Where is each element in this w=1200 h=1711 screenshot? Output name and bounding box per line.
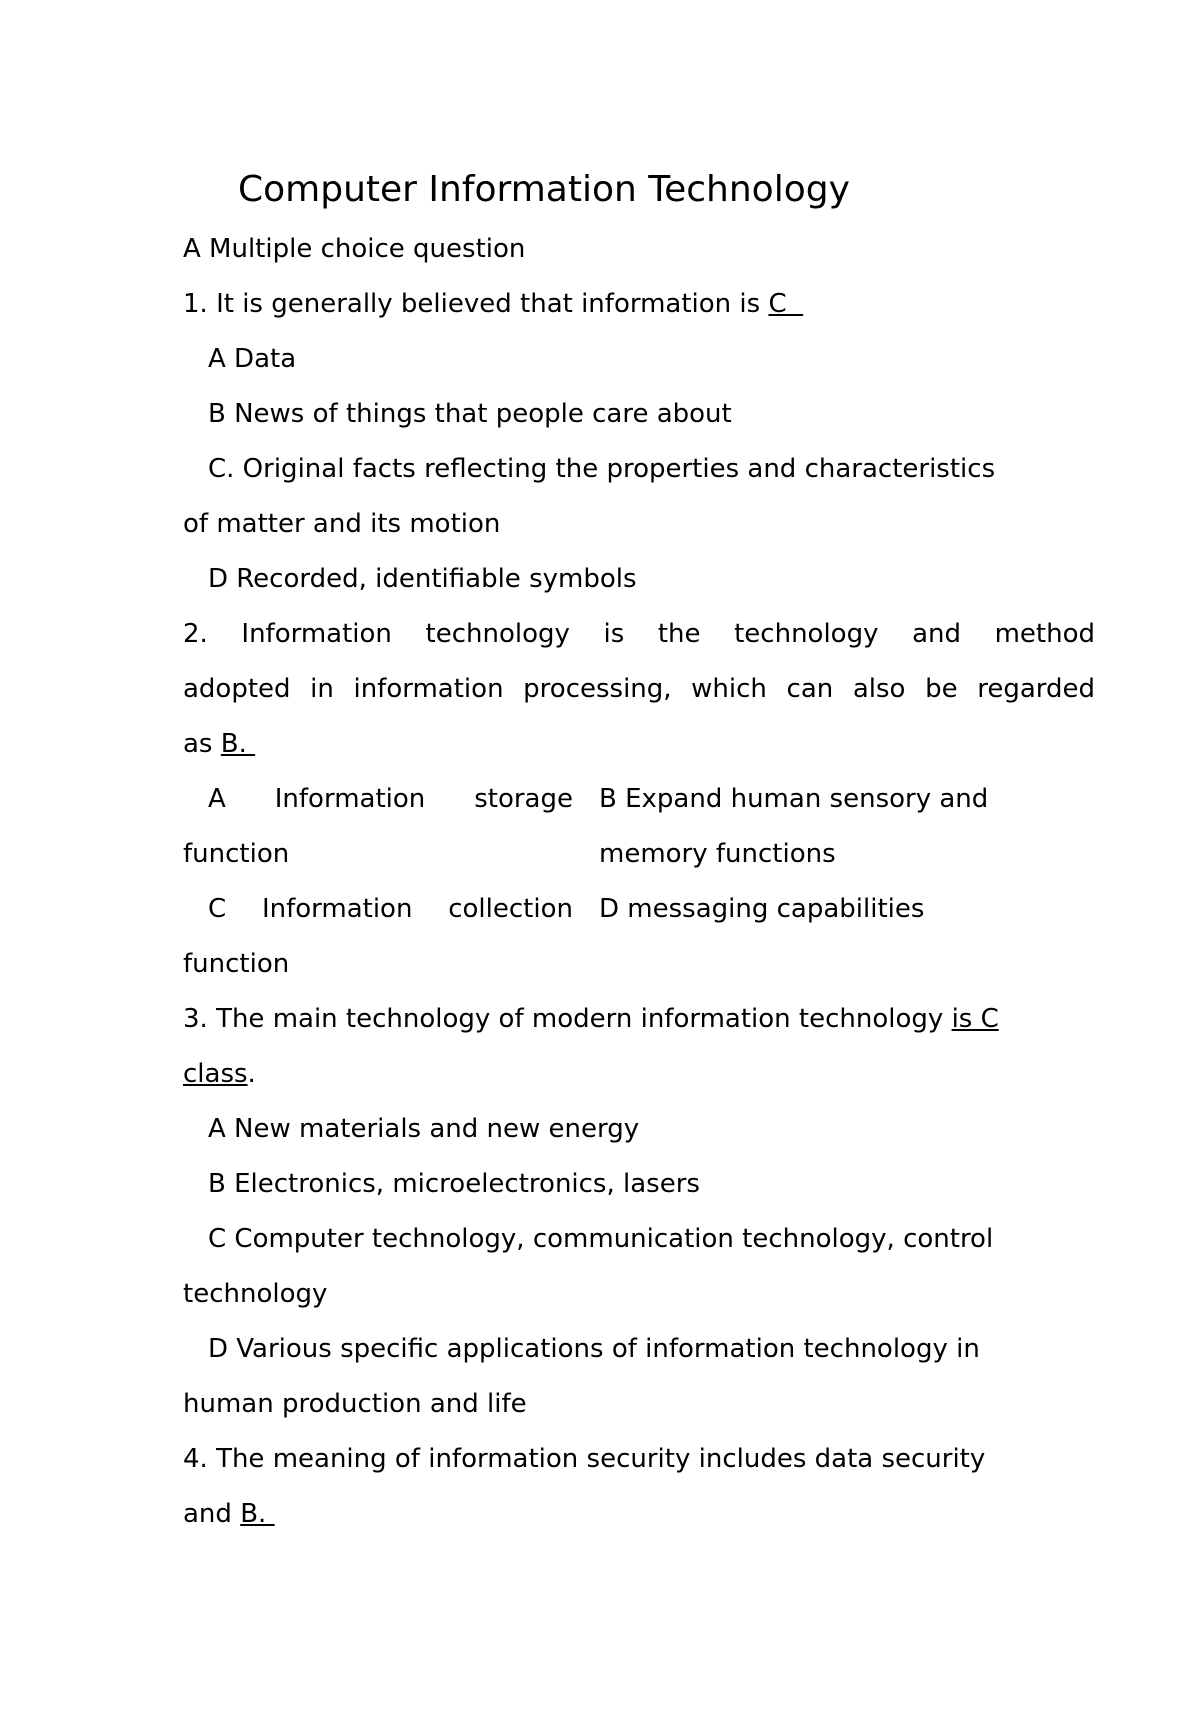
option-letter: C — [208, 894, 227, 924]
question-2-option-b-line-1: B Expand human sensory and — [599, 784, 989, 814]
question-2-option-a — [183, 772, 573, 882]
question-1-text: 1. It is generally believed that information is — [183, 289, 769, 319]
question-3-answer-continued: class — [183, 1059, 248, 1089]
document-title: Computer Information Technology — [238, 169, 850, 210]
option-letter: A — [208, 784, 226, 814]
question-3-option-d-continued: human production and life — [183, 1389, 527, 1419]
section-heading: A Multiple choice question — [183, 234, 526, 264]
question-3-answer: is C — [951, 1004, 999, 1034]
option-word: Information — [274, 784, 426, 814]
question-2-option-b-line-2: memory functions — [599, 839, 836, 869]
question-1-answer: C — [768, 289, 804, 319]
option-word: Information — [261, 894, 413, 924]
question-1-option-c-continued: of matter and its motion — [183, 509, 501, 539]
question-4-line-1: 4. The meaning of information security includes data security — [183, 1444, 986, 1474]
question-2-options-row-1 — [183, 772, 1095, 882]
question-4-prefix: and — [183, 1499, 241, 1529]
option-word: storage — [474, 784, 573, 814]
question-2-answer: B. — [220, 729, 256, 759]
question-2-option-d-line-1: D messaging capabilities — [599, 894, 925, 924]
question-3-option-c-continued: technology — [183, 1279, 328, 1309]
question-1 — [183, 277, 1095, 332]
question-2-option-d — [573, 882, 1095, 992]
question-3-option-b: B Electronics, microelectronics, lasers — [208, 1169, 700, 1199]
document-body — [183, 160, 1095, 1542]
question-2-line-3 — [183, 717, 1095, 772]
question-1-option-d: D Recorded, identifiable symbols — [208, 564, 637, 594]
question-3-option-d: D Various specific applications of information technology in — [208, 1334, 980, 1364]
question-1-option-b: B News of things that people care about — [208, 399, 732, 429]
question-2-option-a-line-1 — [183, 772, 573, 827]
question-1-option-c: C. Original facts reflecting the properties and characteristics — [208, 454, 996, 484]
question-4-line-2 — [183, 1487, 1095, 1542]
question-2-options-row-2 — [183, 882, 1095, 992]
question-2-line-2: adopted in information processing, which can also be regarded — [183, 674, 1095, 704]
question-3-option-c: C Computer technology, communication technology, control — [208, 1224, 994, 1254]
question-1-option-a: A Data — [208, 344, 297, 374]
question-2-option-b — [573, 772, 1095, 882]
question-4-answer: B. — [240, 1499, 275, 1529]
question-2-option-a-line-2: function — [183, 839, 290, 869]
question-2-prefix: as — [183, 729, 221, 759]
question-2-line-1: 2. Information technology is the technology and method — [183, 619, 1095, 649]
question-3 — [183, 992, 1095, 1047]
question-2-option-c-line-2: function — [183, 949, 290, 979]
question-3-continued — [183, 1047, 1095, 1102]
option-word: collection — [448, 894, 573, 924]
question-2-option-c-line-1 — [183, 882, 573, 937]
question-3-suffix: . — [247, 1059, 256, 1089]
question-3-text: 3. The main technology of modern information technology — [183, 1004, 952, 1034]
question-2-option-c — [183, 882, 573, 992]
question-3-option-a: A New materials and new energy — [208, 1114, 640, 1144]
